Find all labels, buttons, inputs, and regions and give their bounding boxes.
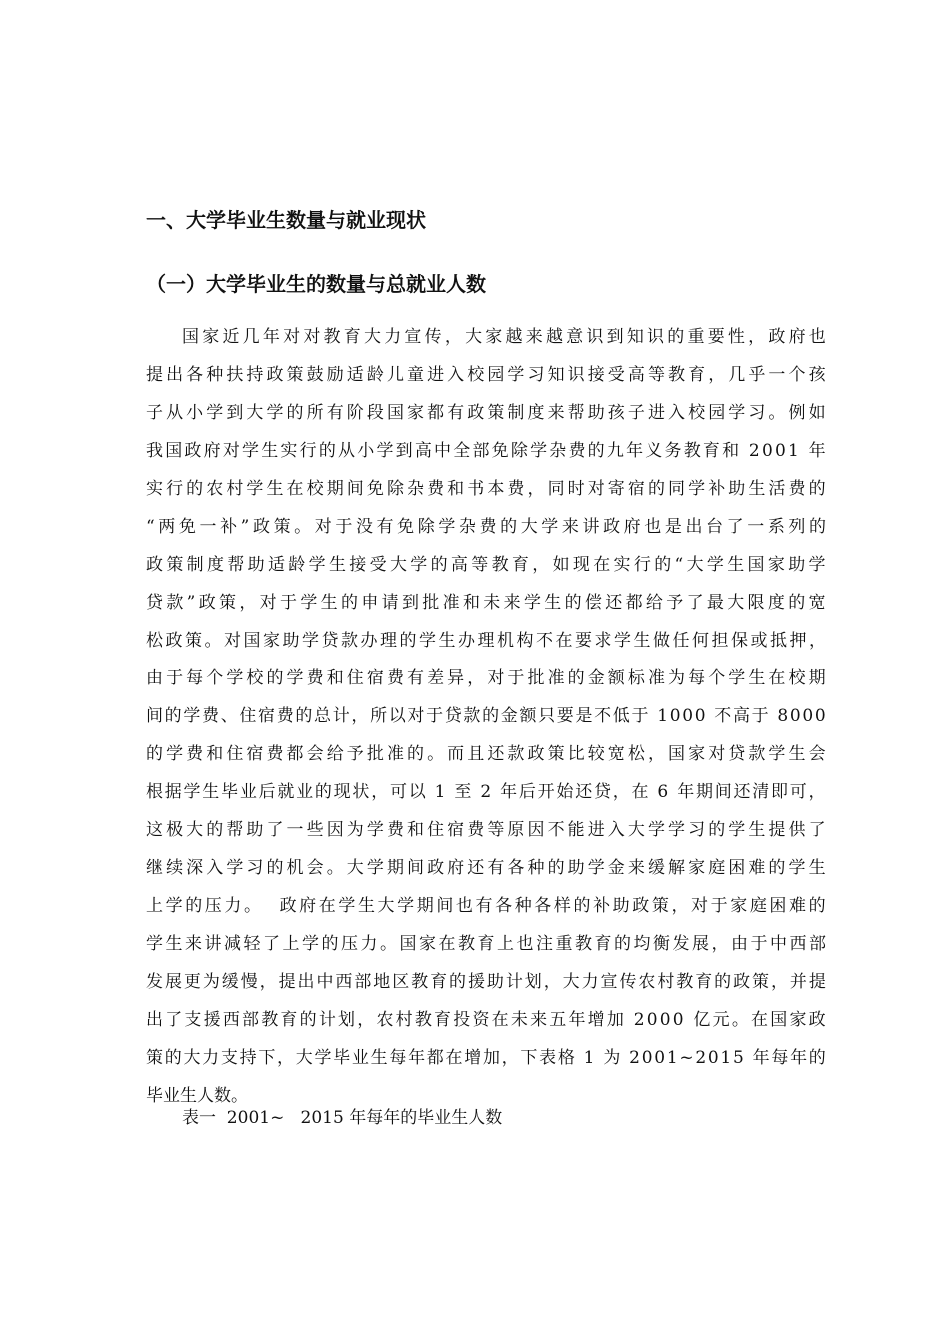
table-caption: 表一 2001~ 2015 年每年的毕业生人数 bbox=[182, 1108, 503, 1128]
paragraph-line: 策 的 大 力 支 持 下 ， 大 学 毕 业 生 每 年 都 在 增 加 ， 下 表 格 1 为 2 0 0 1 ~ 2 0 1 5 年 每 年 的 bbox=[146, 1047, 826, 1068]
paragraph-line: 贷 款 ” 政 策 ， 对 于 学 生 的 申 请 到 批 准 和 未 来 学 生 的 偿 还 都 给 予 了 最 大 限 度 的 宽 bbox=[146, 592, 826, 613]
paragraph-line: 国 家 近 几 年 对 对 教 育 大 力 宣 传 ， 大 家 越 来 越 意 识 到 知 识 的 重 要 性 ， 政 府 也 bbox=[182, 327, 826, 347]
paragraph-line: 实 行 的 农 村 学 生 在 校 期 间 免 除 杂 费 和 书 本 费 ， 同 时 对 寄 宿 的 同 学 补 助 生 活 费 的 bbox=[146, 478, 826, 499]
paragraph-line: 政 策 制 度 帮 助 适 龄 学 生 接 受 大 学 的 高 等 教 育 ， 如 现 在 实 行 的 “ 大 学 生 国 家 助 学 bbox=[146, 554, 826, 575]
section-heading: 一、大学毕业生数量与就业现状 bbox=[146, 208, 426, 232]
paragraph-line: 子 从 小 学 到 大 学 的 所 有 阶 段 国 家 都 有 政 策 制 度 来 帮 助 孩 子 进 入 校 园 学 习 。 例 如 bbox=[146, 402, 826, 423]
paragraph-line: 提 出 各 种 扶 持 政 策 鼓 励 适 龄 儿 童 进 入 校 园 学 习 知 识 接 受 高 等 教 育 ， 几 乎 一 个 孩 bbox=[146, 364, 826, 385]
paragraph-line: 根 据 学 生 毕 业 后 就 业 的 现 状 ， 可 以 1 至 2 年 后 开 始 还 贷 ， 在 6 年 期 间 还 清 即 可 ， bbox=[146, 782, 826, 803]
paragraph-line: 这 极 大 的 帮 助 了 一 些 因 为 学 费 和 住 宿 费 等 原 因 不 能 进 入 大 学 学 习 的 学 生 提 供 了 bbox=[146, 820, 826, 841]
paragraph-line: 由 于 每 个 学 校 的 学 费 和 住 宿 费 有 差 异 ， 对 于 批 准 的 金 额 标 准 为 每 个 学 生 在 校 期 bbox=[146, 668, 826, 689]
body-paragraph bbox=[146, 319, 826, 1116]
paragraph-line: 发 展 更 为 缓 慢 ， 提 出 中 西 部 地 区 教 育 的 援 助 计 划 ， 大 力 宣 传 农 村 教 育 的 政 策 ， 并 提 bbox=[146, 971, 826, 992]
paragraph-line: “ 两 免 一 补 ” 政 策 。 对 于 没 有 免 除 学 杂 费 的 大 学 来 讲 政 府 也 是 出 台 了 一 系 列 的 bbox=[146, 516, 826, 537]
paragraph-line: 出 了 支 援 西 部 教 育 的 计 划 ， 农 村 教 育 投 资 在 未 来 五 年 增 加 2 0 0 0 亿 元 。 在 国 家 政 bbox=[146, 1009, 826, 1030]
paragraph-line: 松 政 策 。 对 国 家 助 学 贷 款 办 理 的 学 生 办 理 机 构 不 在 要 求 学 生 做 任 何 担 保 或 抵 押 ， bbox=[146, 630, 826, 651]
paragraph-line: 上 学 的 压 力 。 政 府 在 学 生 大 学 期 间 也 有 各 种 各 样 的 补 助 政 策 ， 对 于 家 庭 困 难 的 bbox=[146, 896, 826, 917]
paragraph-line: 的 学 费 和 住 宿 费 都 会 给 予 批 准 的 。 而 且 还 款 政 策 比 较 宽 松 ， 国 家 对 贷 款 学 生 会 bbox=[146, 744, 826, 765]
paragraph-line: 继 续 深 入 学 习 的 机 会 。 大 学 期 间 政 府 还 有 各 种 的 助 学 金 来 缓 解 家 庭 困 难 的 学 生 bbox=[146, 858, 826, 879]
paragraph-line: 毕业生人数。 bbox=[146, 1085, 248, 1106]
paragraph-line: 我 国 政 府 对 学 生 实 行 的 从 小 学 到 高 中 全 部 免 除 学 杂 费 的 九 年 义 务 教 育 和 2 0 0 1 年 bbox=[146, 440, 826, 461]
paragraph-line: 间 的 学 费 、 住 宿 费 的 总 计 ， 所 以 对 于 贷 款 的 金 额 只 要 是 不 低 于 1 0 0 0 不 高 于 8 0 0 0 bbox=[146, 706, 826, 727]
paragraph-line: 学 生 来 讲 减 轻 了 上 学 的 压 力 。 国 家 在 教 育 上 也 注 重 教 育 的 均 衡 发 展 ， 由 于 中 西 部 bbox=[146, 934, 826, 954]
subsection-heading: （一）大学毕业生的数量与总就业人数 bbox=[146, 272, 486, 296]
